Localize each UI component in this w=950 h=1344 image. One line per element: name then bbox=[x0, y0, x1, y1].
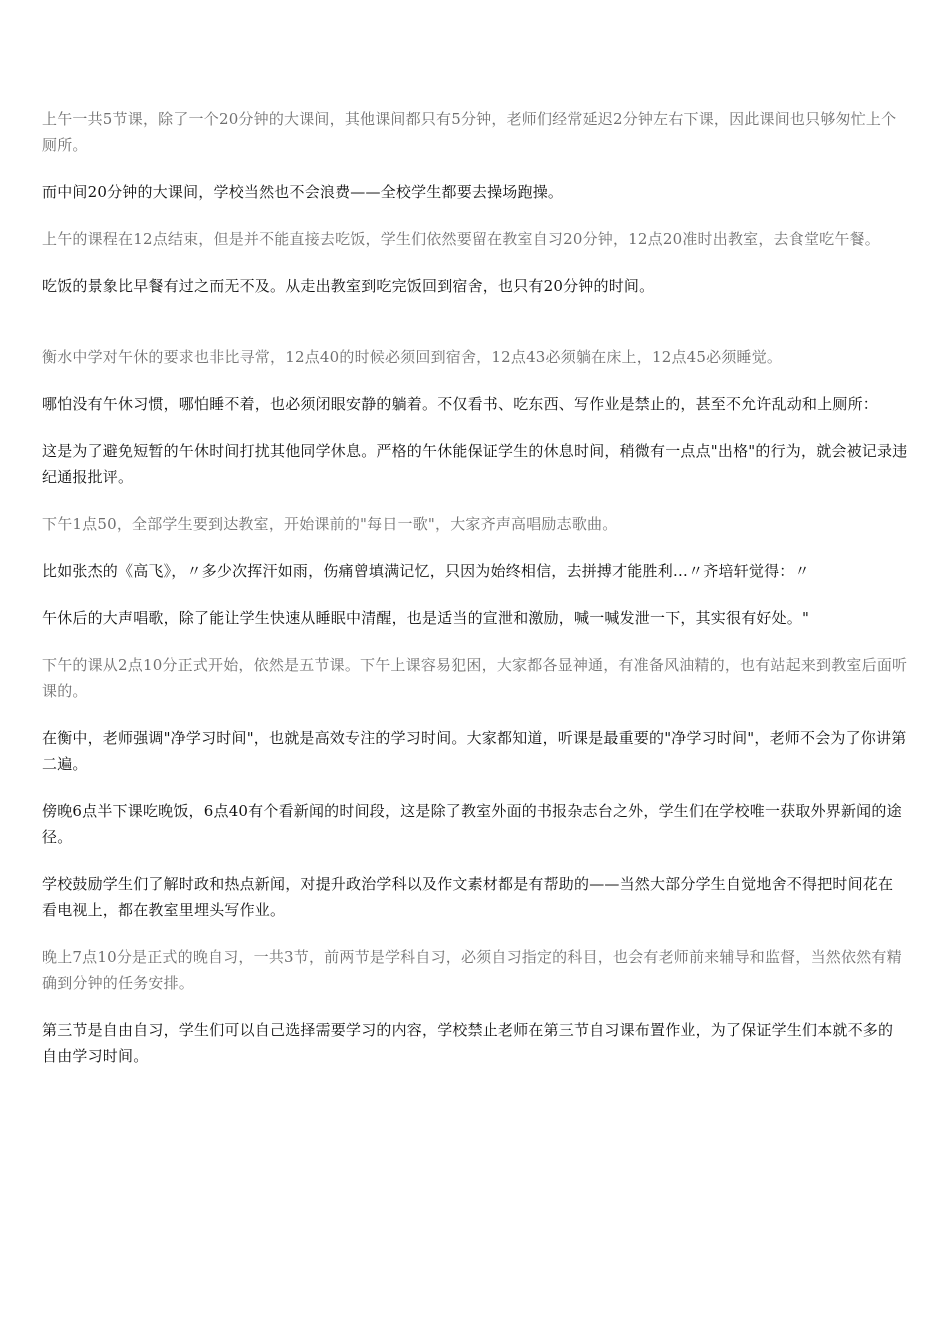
paragraph-nap-purpose: 这是为了避免短暂的午休时间打扰其他同学休息。严格的午休能保证学生的休息时间，稍微有一点点"出格"的行为，就会被记录违纪通报批评。 bbox=[42, 442, 908, 486]
document-body bbox=[42, 106, 908, 1069]
paragraph-daily-song: 下午1点50，全部学生要到达教室，开始课前的"每日一歌"，大家齐声高唱励志歌曲。 bbox=[42, 515, 618, 533]
paragraph-lunch-time: 上午的课程在12点结束，但是并不能直接去吃饭，学生们依然要留在教室自习20分钟，12点20准时出教室，去食堂吃午餐。 bbox=[42, 230, 880, 248]
paragraph-nap-restrictions: 哪怕没有午休习惯，哪怕睡不着，也必须闭眼安静的躺着。不仅看书、吃东西、写作业是禁止的，甚至不允许乱动和上厕所： bbox=[42, 395, 879, 413]
paragraph-nap-rules: 衡水中学对午休的要求也非比寻常，12点40的时候必须回到宿舍，12点43必须躺在床上，12点45必须睡觉。 bbox=[42, 348, 783, 366]
paragraph-net-study-time: 在衡中，老师强调"净学习时间"，也就是高效专注的学习时间。大家都知道，听课是最重要的"净学习时间"，老师不会为了你讲第二遍。 bbox=[42, 729, 907, 773]
paragraph-morning-classes: 上午一共5节课，除了一个20分钟的大课间，其他课间都只有5分钟，老师们经常延迟2分钟左右下课，因此课间也只够匆忙上个厕所。 bbox=[42, 110, 897, 154]
paragraph-lunch-scene: 吃饭的景象比早餐有过之而无不及。从走出教室到吃完饭回到宿舍，也只有20分钟的时间。 bbox=[42, 277, 655, 295]
paragraph-free-study: 第三节是自由自习，学生们可以自己选择需要学习的内容，学校禁止老师在第三节自习课布置作业，为了保证学生们本就不多的自由学习时间。 bbox=[42, 1021, 894, 1065]
paragraph-afternoon-classes: 下午的课从2点10分正式开始，依然是五节课。下午上课容易犯困，大家都各显神通，有准备风油精的，也有站起来到教室后面听课的。 bbox=[42, 656, 908, 700]
paragraph-big-break: 而中间20分钟的大课间，学校当然也不会浪费——全校学生都要去操场跑操。 bbox=[42, 183, 564, 201]
paragraph-song-example: 比如张杰的《高飞》，〃多少次挥汗如雨，伤痛曾填满记忆，只因为始终相信，去拼搏才能胜利…〃齐培轩觉得：〃 bbox=[42, 562, 810, 580]
paragraph-evening-news: 傍晚6点半下课吃晚饭，6点40有个看新闻的时间段，这是除了教室外面的书报杂志台之外，学生们在学校唯一获取外界新闻的途径。 bbox=[42, 802, 902, 846]
paragraph-evening-study: 晚上7点10分是正式的晚自习，一共3节，前两节是学科自习，必须自习指定的科目，也会有老师前来辅导和监督，当然依然有精确到分钟的任务安排。 bbox=[42, 948, 902, 992]
paragraph-singing-benefit: 午休后的大声唱歌，除了能让学生快速从睡眠中清醒，也是适当的宣泄和激励，喊一喊发泄一下，其实很有好处。" bbox=[42, 609, 810, 627]
paragraph-news-encouragement: 学校鼓励学生们了解时政和热点新闻，对提升政治学科以及作文素材都是有帮助的——当然大部分学生自觉地舍不得把时间花在看电视上，都在教室里埋头写作业。 bbox=[42, 875, 894, 919]
